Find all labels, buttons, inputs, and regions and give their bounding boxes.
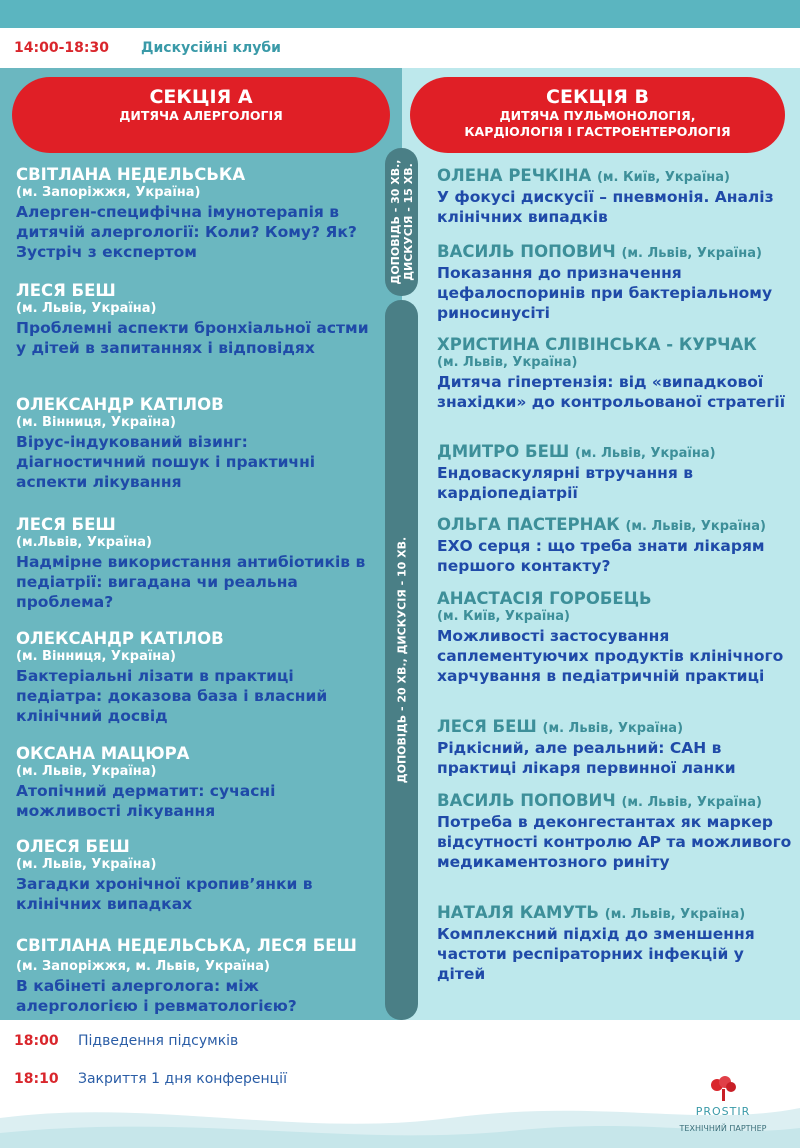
- speaker-name: ВАСИЛЬ ПОПОВИЧ: [437, 242, 616, 261]
- talk-title: Показання до призначення цефалоспоринів при бактеріальному риносинусіті: [437, 264, 773, 322]
- speaker-name: ЛЕСЯ БЕШ: [16, 515, 116, 534]
- section-b-subtitle-2: КАРДІОЛОГІЯ І ГАСТРОЕНТЕРОЛОГІЯ: [464, 124, 731, 139]
- speaker-city: (м. Київ, Україна): [596, 170, 730, 185]
- talk-title: Ендоваскулярні втручання в кардіопедіатрії: [437, 464, 694, 502]
- speaker-city: (м. Київ, Україна): [437, 609, 570, 624]
- speaker-line: [437, 515, 797, 536]
- speaker-name: [16, 936, 376, 976]
- speaker-name: ЛЕСЯ БЕШ: [437, 717, 537, 736]
- logo-name: PROSTIR: [695, 1105, 751, 1118]
- speaker-name: ОЛЕКСАНДР КАТІЛОВ: [16, 395, 224, 414]
- speaker-name-text: СВІТЛАНА НЕДЕЛЬСЬКА, ЛЕСЯ БЕШ: [16, 936, 357, 955]
- speaker-city: (м. Львів, Україна): [542, 721, 684, 736]
- session-label: Дискусійні клуби: [141, 40, 281, 56]
- speaker-city: (м. Вінниця, Україна): [16, 649, 176, 664]
- talk-title: Рідкісний, але реальний: САН в практиці лікаря первинної ланки: [437, 739, 736, 777]
- speaker-name: ОЛЬГА ПАСТЕРНАК: [437, 515, 620, 534]
- section-b-header: [410, 77, 785, 153]
- logo-tagline: ТЕХНІЧНИЙ ПАРТНЕР: [679, 1124, 767, 1133]
- talk-a-1: [16, 165, 376, 262]
- section-a-header: [12, 77, 390, 153]
- talk-b-7: [437, 717, 797, 778]
- speaker-city: (м. Львів, Україна): [437, 355, 578, 370]
- speaker-line: [437, 791, 797, 812]
- talk-a-7: [16, 837, 376, 914]
- talk-a-2: [16, 281, 376, 358]
- talk-b-1: [437, 166, 797, 227]
- talk-b-8: [437, 791, 797, 872]
- speaker-line: [437, 242, 797, 263]
- speaker-name: ХРИСТИНА СЛІВІНСЬКА - КУРЧАК: [437, 335, 757, 354]
- talk-title: У фокусі дискусії – пневмонія. Аналіз клінічних випадків: [437, 188, 774, 226]
- timing-bar-keynote: [385, 148, 418, 296]
- talk-a-6: [16, 744, 376, 821]
- schedule-row-summary: [14, 1033, 238, 1049]
- talk-b-4: [437, 442, 797, 503]
- speaker-city: (м. Львів, Україна): [575, 446, 716, 461]
- schedule-label: Підведення підсумків: [78, 1033, 239, 1049]
- timing-keynote-line1: ДОПОВІДЬ - 30 ХВ.,: [388, 159, 402, 285]
- talk-title: В кабінеті алерголога: між алергологією і ревматологією?: [16, 977, 297, 1015]
- talk-title: ЕХО серця : що треба знати лікарям першого контакту?: [437, 537, 765, 575]
- schedule-time: 18:10: [14, 1071, 59, 1087]
- session-header: [0, 28, 800, 68]
- speaker-line: [437, 717, 797, 738]
- schedule-label: Закриття 1 дня конференції: [78, 1071, 287, 1087]
- talk-title: Потреба в деконгестантах як маркер відсутності контролю АР та можливого медикаментозного риніту: [437, 813, 792, 871]
- speaker-city: (м. Львів, Україна): [16, 301, 157, 316]
- talk-title: Комплексний підхід до зменшення частоти респіраторних інфекцій у дітей: [437, 925, 755, 983]
- talk-title: Атопічний дерматит: сучасні можливості лікування: [16, 782, 276, 820]
- timing-regular-text: ДОПОВІДЬ - 20 ХВ., ДИСКУСІЯ - 10 ХВ.: [395, 536, 408, 784]
- speaker-name: ВАСИЛЬ ПОПОВИЧ: [437, 791, 616, 810]
- flower-icon: [703, 1075, 743, 1101]
- top-band: [0, 0, 800, 28]
- speaker-city: (м. Вінниця, Україна): [16, 415, 176, 430]
- talk-title: Бактеріальні лізати в практиці педіатра: доказова база і власний клінічний досвід: [16, 667, 328, 725]
- speaker-name: СВІТЛАНА НЕДЕЛЬСЬКА: [16, 165, 246, 184]
- section-a-title: СЕКЦІЯ А: [149, 86, 253, 108]
- talk-title: Можливості застосування саплементуючих продуктів клінічного харчування в педіатричній практиці: [437, 627, 784, 685]
- section-a-subtitle: ДИТЯЧА АЛЕРГОЛОГІЯ: [119, 108, 283, 123]
- speaker-name: АНАСТАСІЯ ГОРОБЕЦЬ: [437, 589, 652, 608]
- talk-title: Проблемні аспекти бронхіальної астми у дітей в запитаннях і відповідях: [16, 319, 369, 357]
- speaker-name: ОКСАНА МАЦЮРА: [16, 744, 190, 763]
- speaker-city: (м. Львів, Україна): [16, 857, 157, 872]
- talk-a-8: [16, 936, 376, 1016]
- session-time: 14:00-18:30: [14, 40, 109, 56]
- talk-b-6: [437, 589, 797, 686]
- section-b-title: СЕКЦІЯ В: [546, 86, 649, 108]
- talk-b-2: [437, 242, 797, 323]
- talk-a-3: [16, 395, 376, 492]
- speaker-city: (м.Львів, Україна): [16, 535, 152, 550]
- talk-a-4: [16, 515, 376, 612]
- talk-title: Вірус-індукований візинг: діагностичний пошук і практичні аспекти лікування: [16, 433, 316, 491]
- talk-title: Загадки хронічної кропив’янки в клінічних випадках: [16, 875, 313, 913]
- schedule-time: 18:00: [14, 1033, 59, 1049]
- speaker-name: ОЛЕКСАНДР КАТІЛОВ: [16, 629, 224, 648]
- speaker-name: ОЛЕНА РЕЧКІНА: [437, 166, 592, 185]
- talk-title: Алерген-специфічна імунотерапія в дитячій алергології: Коли? Кому? Як? Зустріч з експертом: [16, 203, 357, 261]
- timing-bar-regular: [385, 300, 418, 1020]
- speaker-name: ОЛЕСЯ БЕШ: [16, 837, 130, 856]
- speaker-city: (м. Львів, Україна): [16, 764, 157, 779]
- timing-keynote-line2: ДИСКУСІЯ - 15 ХВ.: [401, 163, 415, 281]
- section-b-subtitle-1: ДИТЯЧА ПУЛЬМОНОЛОГІЯ,: [499, 108, 696, 123]
- speaker-city: (м. Львів, Україна): [625, 519, 766, 534]
- talk-b-5: [437, 515, 797, 576]
- talk-title: Надмірне використання антибіотиків в педіатрії: вигадана чи реальна проблема?: [16, 553, 366, 611]
- speaker-city: (м. Львів, Україна): [621, 795, 762, 810]
- speaker-line: [437, 442, 797, 463]
- speaker-city: (м. Львів, Україна): [604, 907, 746, 922]
- talk-a-5: [16, 629, 376, 726]
- partner-logo: [678, 1075, 768, 1133]
- speaker-city: (м. Запоріжжя, м. Львів, Україна): [16, 959, 270, 974]
- speaker-line: [437, 166, 797, 187]
- talk-title: Дитяча гіпертензія: від «випадкової знахідки» до контрольованої стратегії: [437, 373, 786, 411]
- speaker-line: [437, 903, 797, 924]
- speaker-city: (м. Львів, Україна): [621, 246, 762, 261]
- speaker-name: НАТАЛЯ КАМУТЬ: [437, 903, 599, 922]
- speaker-name: ЛЕСЯ БЕШ: [16, 281, 116, 300]
- talk-b-9: [437, 903, 797, 984]
- speaker-name: ДМИТРО БЕШ: [437, 442, 570, 461]
- talk-b-3: [437, 335, 797, 412]
- speaker-city: (м. Запоріжжя, Україна): [16, 185, 201, 200]
